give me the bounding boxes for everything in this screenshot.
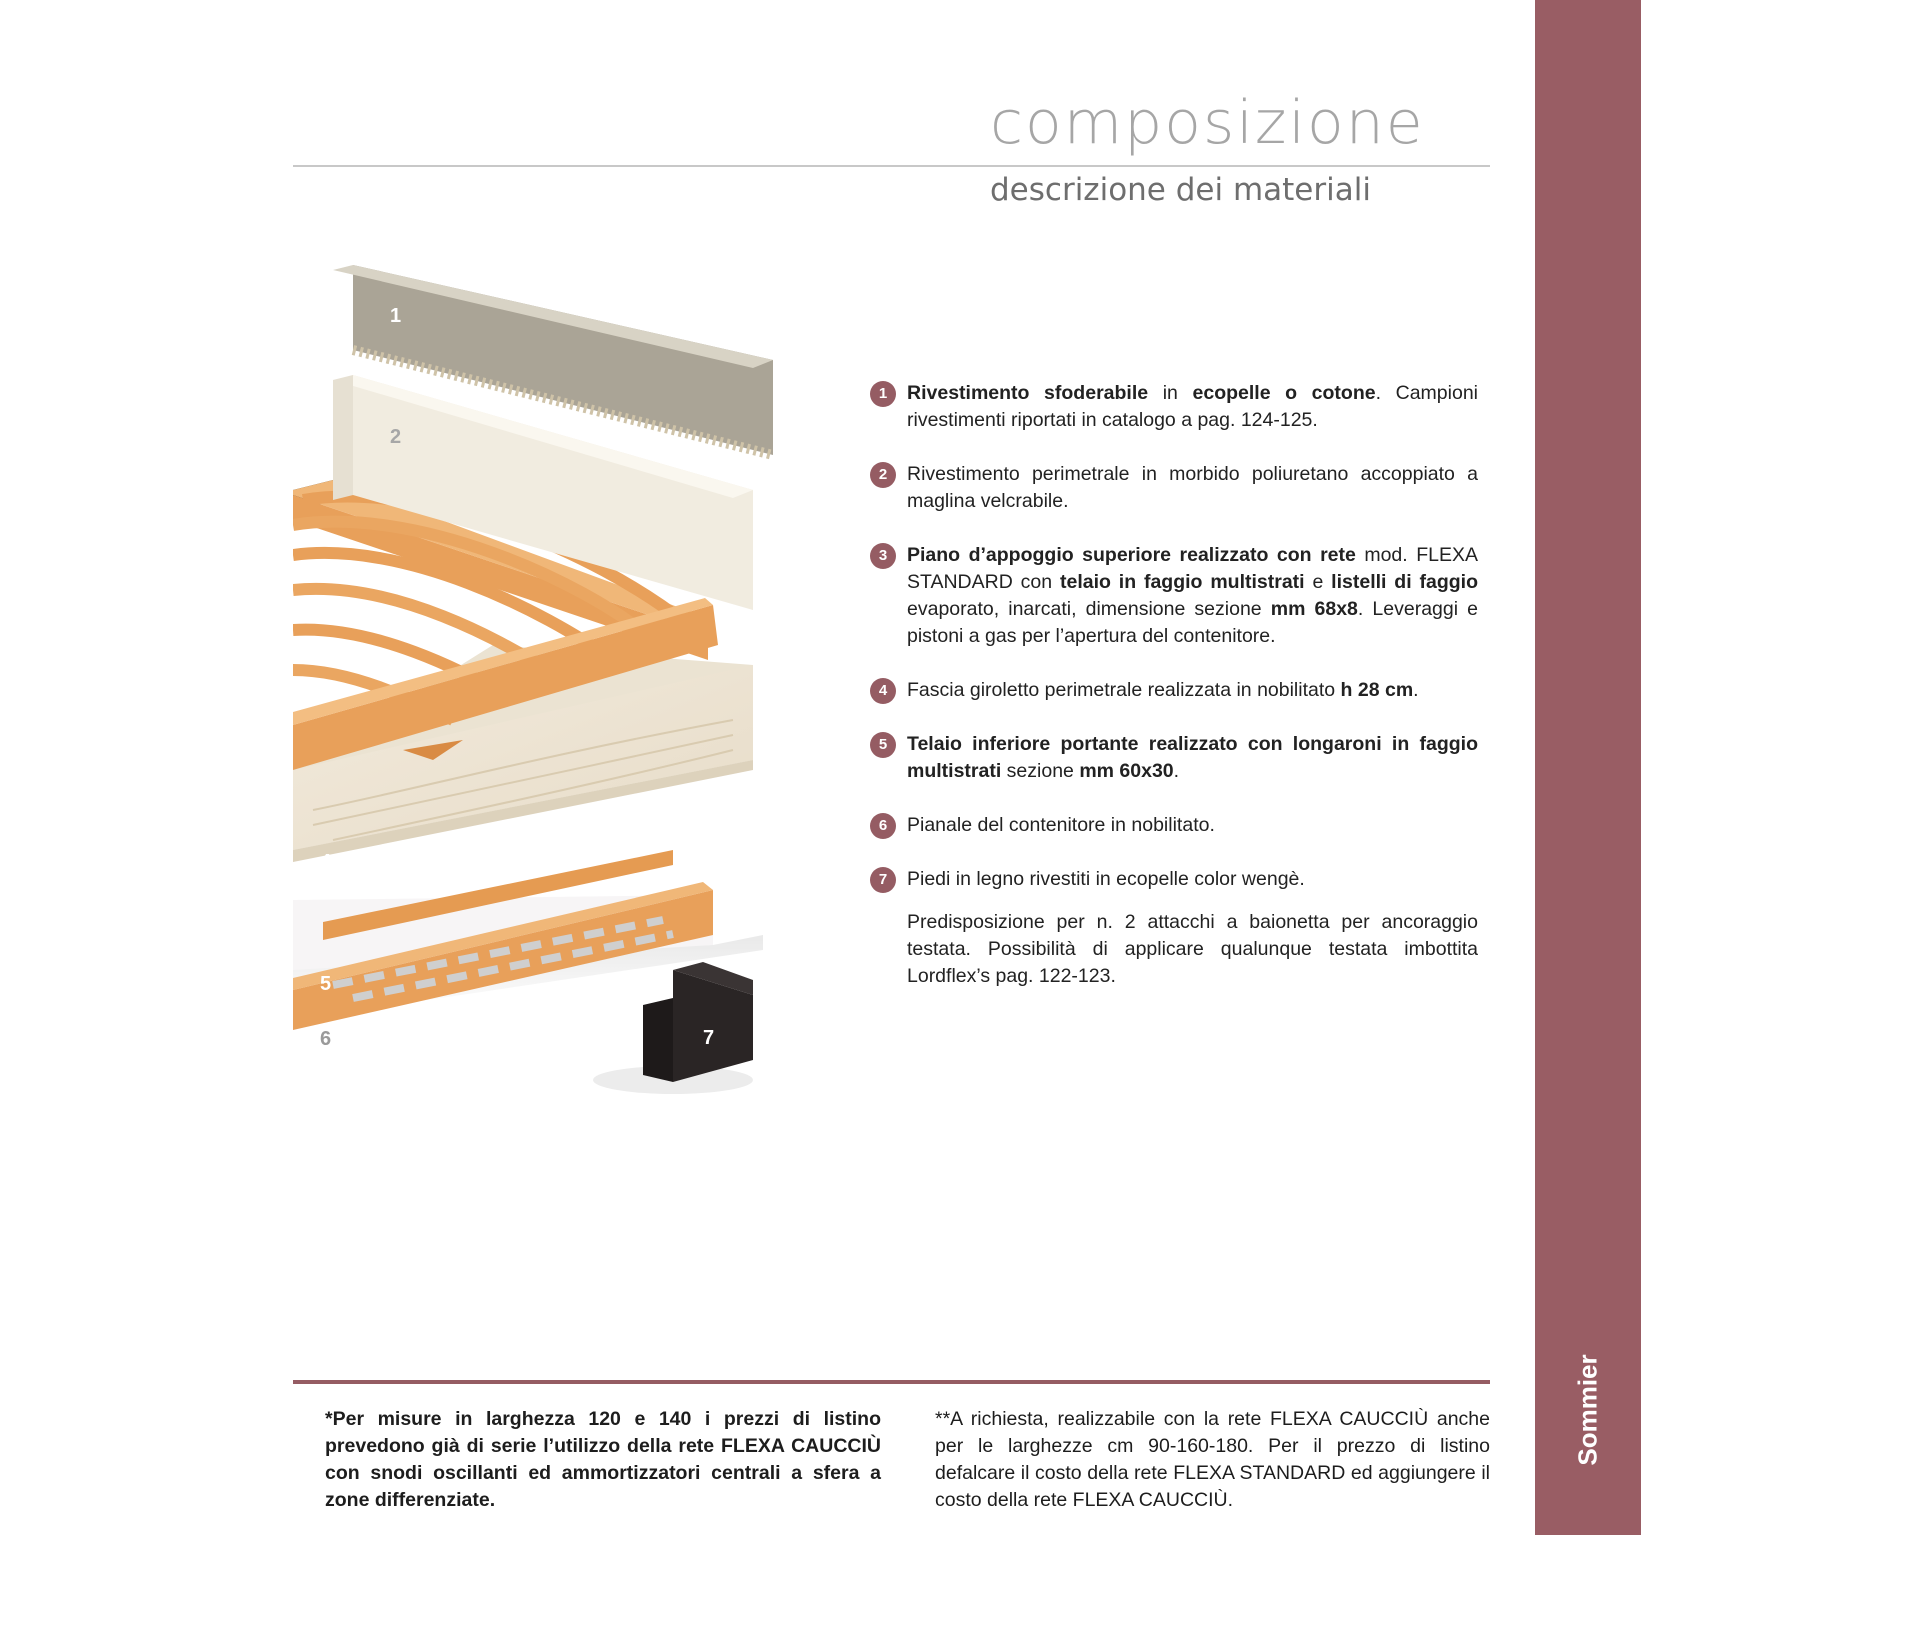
title-divider: [293, 165, 1490, 167]
item-number-badge: 6: [870, 813, 896, 839]
material-item: 2 Rivestimento perimetrale in morbido poliuretano accoppiato a maglina velcrabile.: [870, 461, 1478, 515]
item-number-badge: 4: [870, 678, 896, 704]
label-6: 6: [320, 1028, 332, 1050]
item-number-badge: 2: [870, 462, 896, 488]
material-item: 7 Piedi in legno rivestiti in ecopelle color wengè.: [870, 866, 1478, 893]
item-number-badge: 5: [870, 732, 896, 758]
section-side-label: Sommier: [1572, 1354, 1603, 1466]
item-number-badge: 1: [870, 381, 896, 407]
headboard-note: Predisposizione per n. 2 attacchi a baionetta per ancoraggio testata. Possibilità di applicare qualunque testata imbottita Lordflex’s pag. 122-123.: [907, 911, 1478, 987]
label-7: 7: [703, 1027, 715, 1049]
label-3: 3: [320, 648, 332, 670]
footnote-left: *Per misure in larghezza 120 e 140 i prezzi di listino prevedono già di serie l’utilizzo della rete FLEXA CAUCCIÙ con snodi oscillanti ed ammortizzatori centrali a sfera a zone differenziate.: [325, 1408, 881, 1511]
label-5: 5: [320, 973, 332, 995]
materials-list: [870, 380, 1478, 990]
footnote-right: **A richiesta, realizzabile con la rete FLEXA CAUCCIÙ anche per le larghezze cm 90-160-180. Per il prezzo di listino defalcare il costo della rete FLEXA STANDARD ed aggiungere il costo della rete FLEXA CAUCCIÙ.: [935, 1408, 1490, 1511]
material-item: 4 Fascia giroletto perimetrale realizzata in nobilitato h 28 cm.: [870, 677, 1478, 704]
material-item: 5 Telaio inferiore portante realizzato con longaroni in faggio multistrati sezione mm 60x30.: [870, 731, 1478, 785]
label-4: 4: [320, 851, 332, 873]
footer-divider: [293, 1380, 1490, 1384]
material-item: 1 Rivestimento sfoderabile in ecopelle o cotone. Campioni rivestimenti riportati in catalogo a pag. 124-125.: [870, 380, 1478, 434]
label-2: 2: [390, 426, 402, 448]
bed-foot: [593, 962, 753, 1094]
page-subtitle: descrizione dei materiali: [990, 172, 1371, 208]
item-number-badge: 3: [870, 543, 896, 569]
page-title: composizione: [990, 88, 1425, 158]
material-item: 6 Pianale del contenitore in nobilitato.: [870, 812, 1478, 839]
label-1: 1: [390, 305, 402, 327]
item-number-badge: 7: [870, 867, 896, 893]
material-item: 3 Piano d’appoggio superiore realizzato con rete mod. FLEXA STANDARD con telaio in faggio multistrati e listelli di faggio evaporato, inarcati, dimensione sezione mm 68x8. Leveraggi e pistoni a gas per l’apertura del contenitore.: [870, 542, 1478, 650]
section-side-tab: [1535, 0, 1641, 1535]
bed-exploded-illustration: [293, 250, 773, 1130]
